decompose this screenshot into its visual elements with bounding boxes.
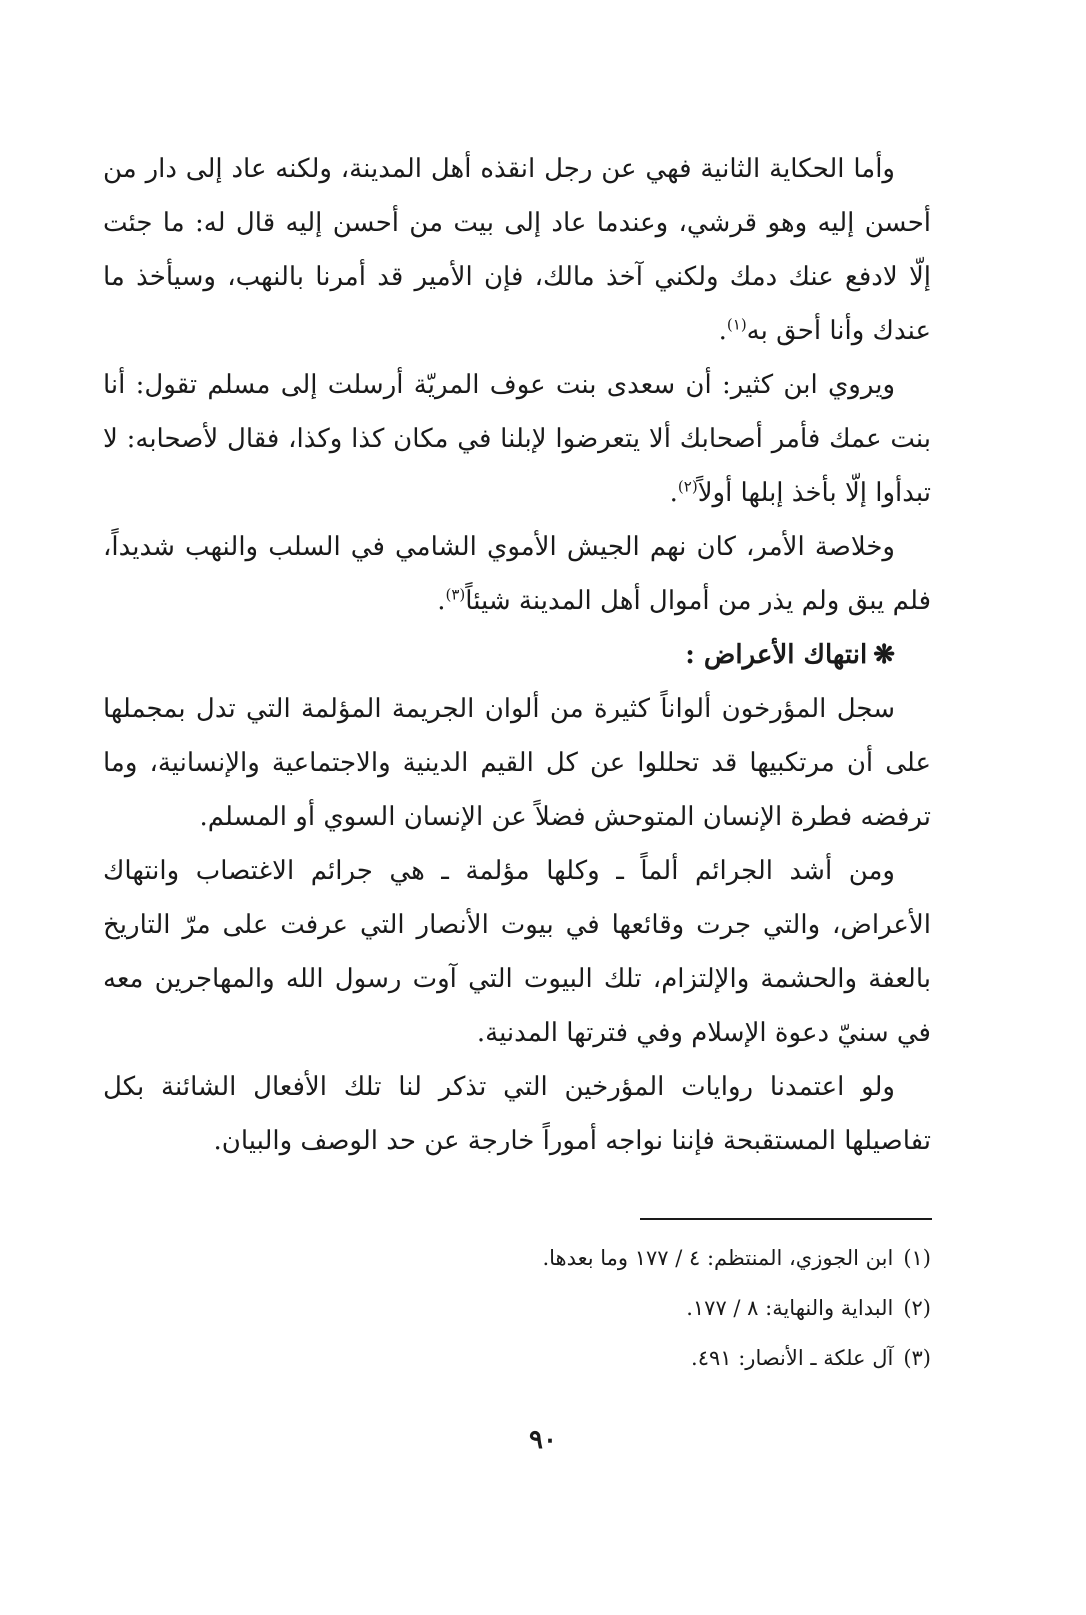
paragraph-1-end: . (718, 316, 727, 346)
paragraph-2 (103, 358, 931, 520)
section-heading (103, 628, 931, 682)
footnote-ref-3[interactable]: (٣) (445, 585, 466, 604)
footnotes (103, 1233, 931, 1383)
footnote-2 (103, 1283, 931, 1333)
paragraph-4: سجل المؤرخون ألواناً كثيرة من ألوان الجريمة المؤلمة التي تدل بمجملها على أن مرتكبيها قد تحللوا عن كل القيم الدينية والاجتماعية والإنسانية، وما ترفضه فطرة الإنسان المتوحش فضلاً عن الإنسان السوي أو المسلم. (103, 694, 931, 832)
paragraph-6: ولو اعتمدنا روايات المؤرخين التي تذكر لنا تلك الأفعال الشائنة بكل تفاصيلها المستقبحة فإننا نواجه أموراً خارجة عن حد الوصف والبيان. (103, 1072, 931, 1156)
footnote-1 (103, 1233, 931, 1283)
page-number: ٩٠ (529, 1425, 557, 1455)
footnote-divider (640, 1218, 932, 1220)
paragraph-3-text: وخلاصة الأمر، كان نهم الجيش الأموي الشامي في السلب والنهب شديداً، فلم يبق ولم يذر من أموال أهل المدينة شيئاً (103, 532, 931, 616)
page-body (103, 142, 931, 1168)
asterism-icon: ❋ (873, 640, 895, 670)
paragraph-2-end: . (669, 478, 678, 508)
footnote-number-2: (٢) (903, 1296, 931, 1320)
footnote-ref-1[interactable]: (١) (726, 315, 747, 334)
paragraph-5: ومن أشد الجرائم ألماً ـ وكلها مؤلمة ـ هي جرائم الاغتصاب وانتهاك الأعراض، والتي جرت وقائعها في بيوت الأنصار التي عرفت على مرّ التاريخ بالعفة والحشمة والإلتزام، تلك البيوت التي آوت رسول الله والمهاجرين معه في سنيّ دعوة الإسلام وفي فترتها المدنية. (103, 856, 931, 1048)
footnote-number-3: (٣) (903, 1346, 931, 1370)
paragraph-3-end: . (437, 586, 446, 616)
paragraph-1 (103, 142, 931, 358)
paragraph-3 (103, 520, 931, 628)
footnote-ref-2[interactable]: (٢) (677, 477, 698, 496)
footnote-text-2: البداية والنهاية: ٨ / ١٧٧. (686, 1296, 894, 1320)
paragraph-1-text: وأما الحكاية الثانية فهي عن رجل انقذه أهل المدينة، ولكنه عاد إلى دار من أحسن إليه وهو قرشي، وعندما عاد إلى بيت من أحسن إليه قال له: ما جئت إلّا لادفع عنك دمك ولكني آخذ مالك، فإن الأمير قد أمرنا بالنهب، وسيأخذ ما عندك وأنا أحق به (103, 154, 931, 346)
paragraph-2-text: ويروي ابن كثير: أن سعدى بنت عوف المريّة أرسلت إلى مسلم تقول: أنا بنت عمك فأمر أصحابك ألا يتعرضوا لإبلنا في مكان كذا وكذا، فقال لأصحابه: لا تبدأوا إلّا بأخذ إبلها أولاً (103, 370, 931, 508)
section-heading-text: انتهاك الأعراض : (685, 640, 868, 670)
footnote-text-3: آل علكة ـ الأنصار: ٤٩١. (691, 1346, 894, 1370)
footnote-text-1: ابن الجوزي، المنتظم: ٤ / ١٧٧ وما بعدها. (542, 1246, 894, 1270)
footnote-number-1: (١) (903, 1246, 931, 1270)
footnote-3 (103, 1333, 931, 1383)
